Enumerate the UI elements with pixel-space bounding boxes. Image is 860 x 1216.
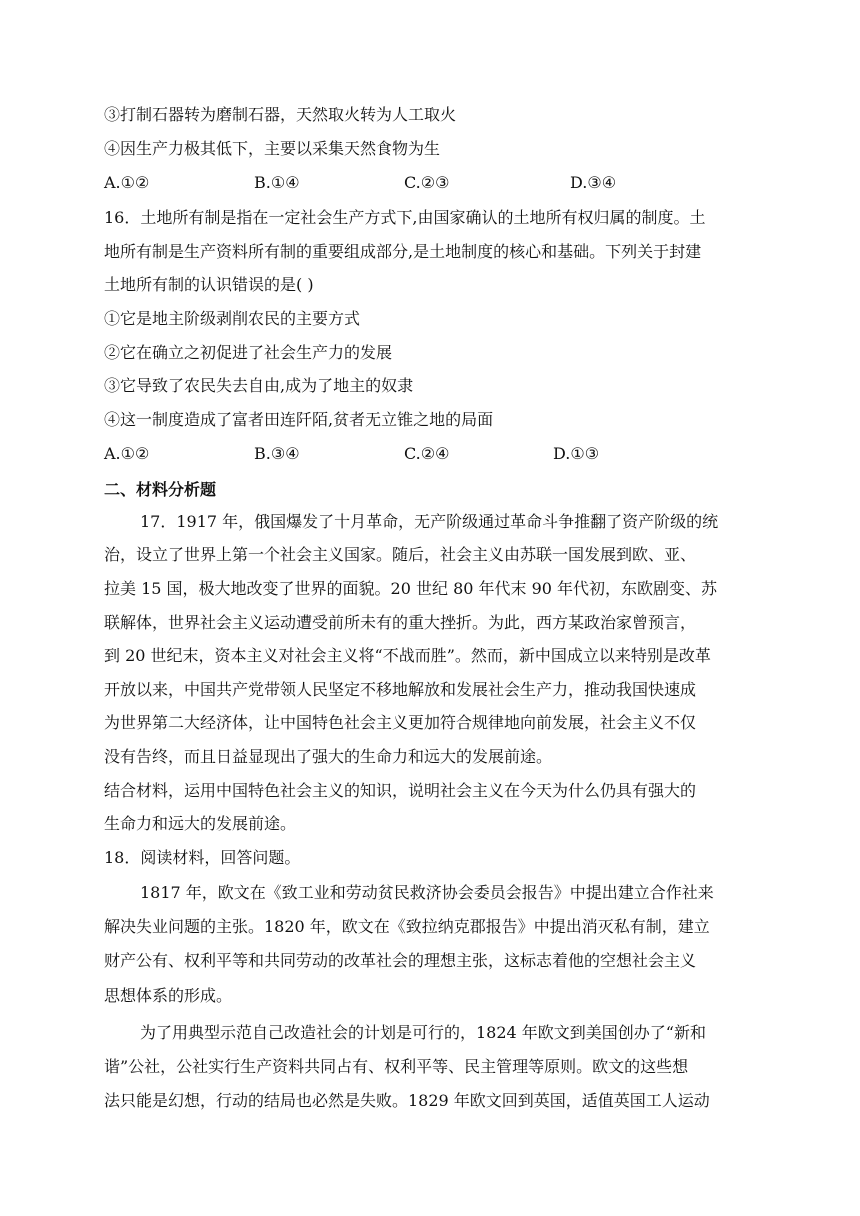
q16-item-2: ②它在确立之初促进了社会生产力的发展 bbox=[104, 343, 393, 362]
q15-option-d[interactable]: D.③④ bbox=[570, 173, 617, 192]
q17-material-line-1: 17．1917 年，俄国爆发了十月革命，无产阶级通过革命斗争推翻了资产阶级的统 bbox=[140, 512, 719, 531]
q16-item-3: ③它导致了农民失去自由,成为了地主的奴隶 bbox=[104, 376, 414, 395]
q15-item-4: ④因生产力极其低下，主要以采集天然食物为生 bbox=[104, 139, 441, 158]
q18-para1-line-1: 1817 年，欧文在《致工业和劳动贫民救济协会委员会报告》中提出建立合作社来 bbox=[140, 883, 714, 902]
q16-option-a[interactable]: A.①② bbox=[104, 444, 150, 463]
q16-option-b[interactable]: B.③④ bbox=[254, 444, 300, 463]
q17-question-line-1: 结合材料，运用中国特色社会主义的知识，说明社会主义在今天为什么仍具有强大的 bbox=[104, 781, 697, 800]
q17-material-line-2: 治，设立了世界上第一个社会主义国家。随后，社会主义由苏联一国发展到欧、亚、 bbox=[104, 545, 697, 564]
q16-item-4: ④这一制度造成了富者田连阡陌,贫者无立锥之地的局面 bbox=[104, 410, 494, 429]
q18-para1-line-3: 财产公有、权利平等和共同劳动的改革社会的理想主张，这标志着他的空想社会主义 bbox=[104, 951, 697, 970]
q18-para1-line-2: 解决失业问题的主张。1820 年，欧文在《致拉纳克郡报告》中提出消灭私有制，建立 bbox=[104, 917, 710, 936]
section-heading: 二、材料分析题 bbox=[104, 480, 217, 499]
q18-para2-line-1: 为了用典型示范自己改造社会的计划是可行的，1824 年欧文到美国创办了“新和 bbox=[140, 1023, 706, 1042]
q15-option-c[interactable]: C.②③ bbox=[404, 173, 450, 192]
q16-option-c[interactable]: C.②④ bbox=[404, 444, 450, 463]
q16-option-d[interactable]: D.①③ bbox=[553, 444, 600, 463]
q17-question-line-2: 生命力和远大的发展前途。 bbox=[104, 814, 297, 833]
q18-para2-line-3: 法只能是幻想，行动的结局也必然是失败。1829 年欧文回到英国，适值英国工人运动 bbox=[104, 1091, 710, 1110]
q16-item-1: ①它是地主阶级剥削农民的主要方式 bbox=[104, 309, 361, 328]
q16-stem-line-2: 地所有制是生产资料所有制的重要组成部分,是土地制度的核心和基础。下列关于封建 bbox=[104, 242, 702, 261]
q15-item-3: ③打制石器转为磨制石器，天然取火转为人工取火 bbox=[104, 105, 457, 124]
q17-material-line-8: 没有告终，而且日益显现出了强大的生命力和远大的发展前途。 bbox=[104, 747, 553, 766]
q15-option-b[interactable]: B.①④ bbox=[254, 173, 300, 192]
q18-para1-line-4: 思想体系的形成。 bbox=[104, 986, 233, 1005]
q16-stem-line-1: 16．土地所有制是指在一定社会生产方式下,由国家确认的土地所有权归属的制度。土 bbox=[104, 208, 706, 227]
q17-material-line-6: 开放以来，中国共产党带领人民坚定不移地解放和发展社会生产力，推动我国快速成 bbox=[104, 680, 697, 699]
q15-option-a[interactable]: A.①② bbox=[104, 173, 150, 192]
q17-material-line-4: 联解体，世界社会主义运动遭受前所未有的重大挫折。为此，西方某政治家曾预言， bbox=[104, 613, 697, 632]
q17-material-line-3: 拉美 15 国，极大地改变了世界的面貌。20 世纪 80 年代末 90 年代初，东欧剧变、苏 bbox=[104, 579, 718, 598]
q17-material-line-5: 到 20 世纪末，资本主义对社会主义将“不战而胜”。然而，新中国成立以来特别是改革 bbox=[104, 646, 711, 665]
q16-stem-line-3: 土地所有制的认识错误的是( ) bbox=[104, 275, 314, 294]
q18-stem: 18．阅读材料，回答问题。 bbox=[104, 848, 301, 867]
q18-para2-line-2: 谐”公社，公社实行生产资料共同占有、权利平等、民主管理等原则。欧文的这些想 bbox=[104, 1057, 689, 1076]
q17-material-line-7: 为世界第二大经济体，让中国特色社会主义更加符合规律地向前发展，社会主义不仅 bbox=[104, 713, 697, 732]
